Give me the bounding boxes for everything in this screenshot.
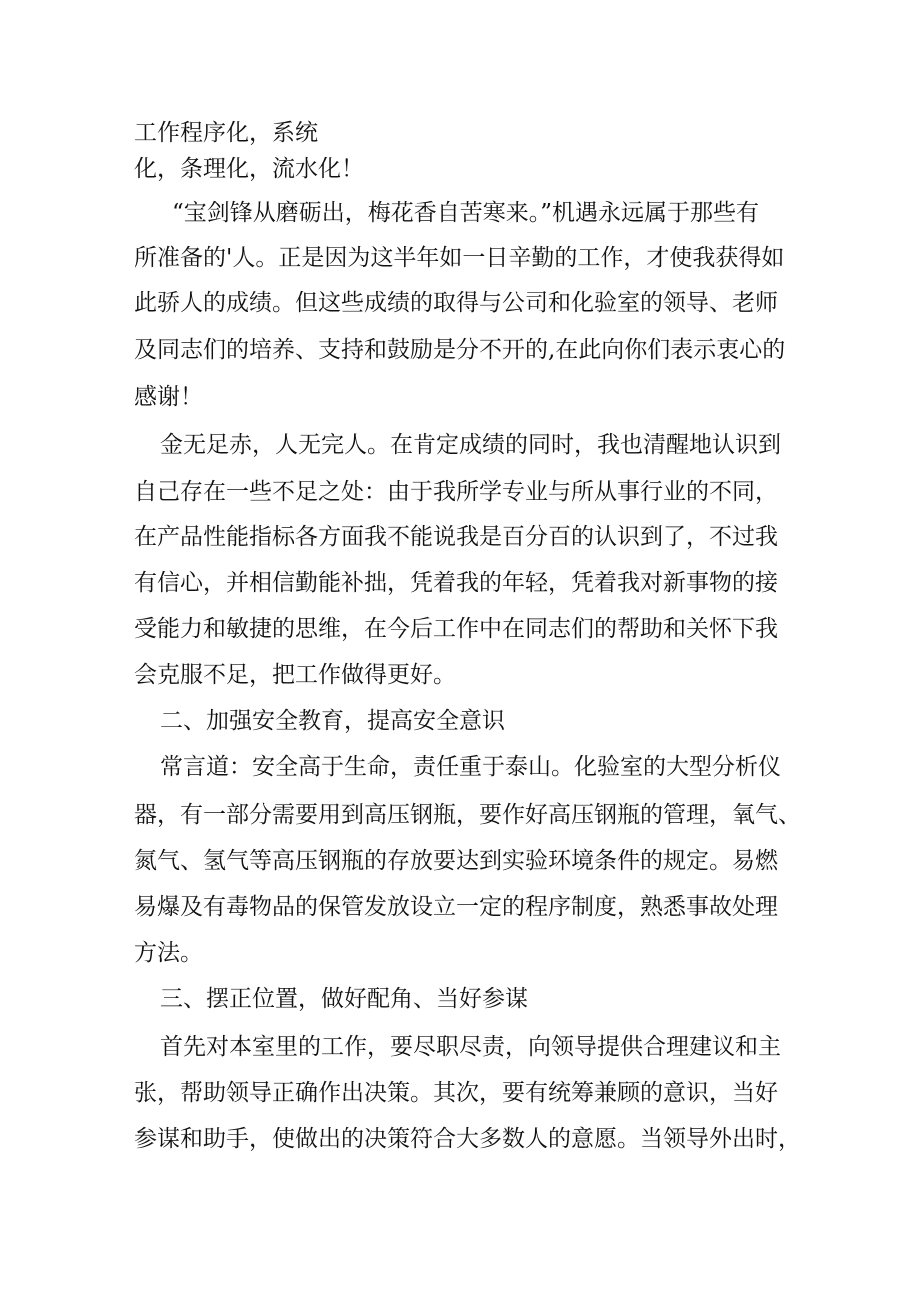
paragraph-start: “宝剑锋从磨砺出，梅花香自苦寒来。”机遇永远属于那些有 <box>172 200 760 226</box>
paragraph-start: 常言道：安全高于生命，责任重于泰山。化验室的大型分析仪 <box>160 754 781 780</box>
text-line: 张，帮助领导正确作出决策。其次，要有统筹兼顾的意识，当好 <box>134 1080 778 1106</box>
text-line: 化，条理化，流水化！ <box>134 156 364 182</box>
text-line: 方法。 <box>134 940 203 966</box>
text-line: 感谢！ <box>134 384 203 410</box>
text-line: 参谋和助手，使做出的决策符合大多数人的意愿。当领导外出时， <box>134 1126 801 1152</box>
text-line: 氮气、氢气等高压钢瓶的存放要达到实验环境条件的规定。易燃 <box>134 848 778 874</box>
text-line: 所准备的'人。正是因为这半年如一日辛勤的工作，才使我获得如 <box>134 245 785 271</box>
text-line: 此骄人的成绩。但这些成绩的取得与公司和化验室的领导、老师 <box>134 290 778 316</box>
section-heading: 三、摆正位置，做好配角、当好参谋 <box>160 986 528 1012</box>
text-line: 及同志们的培养、支持和鼓励是分不开的,在此向你们表示衷心的 <box>134 337 786 363</box>
text-line: 易爆及有毒物品的保管发放设立一定的程序制度，熟悉事故处理 <box>134 894 778 920</box>
section-heading: 二、加强安全教育，提高安全意识 <box>160 708 505 734</box>
paragraph-start: 首先对本室里的工作，要尽职尽责，向领导提供合理建议和主 <box>160 1034 781 1060</box>
text-line: 自己存在一些不足之处：由于我所学专业与所从事行业的不同， <box>134 479 778 505</box>
text-line: 有信心，并相信勤能补拙，凭着我的年轻，凭着我对新事物的接 <box>134 570 778 596</box>
text-line: 受能力和敏捷的思维，在今后工作中在同志们的帮助和关怀下我 <box>134 616 778 642</box>
text-line: 会克服不足，把工作做得更好。 <box>134 662 456 688</box>
text-line: 工作程序化，系统 <box>134 120 318 146</box>
text-line: 在产品性能指标各方面我不能说我是百分百的认识到了，不过我 <box>134 524 778 550</box>
paragraph-start: 金无足赤，人无完人。在肯定成绩的同时，我也清醒地认识到 <box>160 432 781 458</box>
text-line: 器，有一部分需要用到高压钢瓶，要作好高压钢瓶的管理，氧气、 <box>134 802 801 828</box>
